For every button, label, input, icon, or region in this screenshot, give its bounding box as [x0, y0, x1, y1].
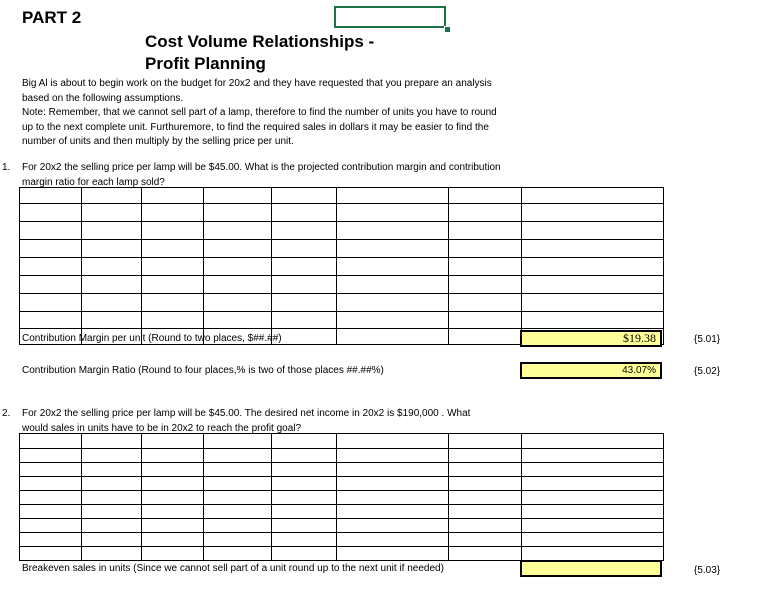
- grid-row: [20, 477, 664, 491]
- cm-per-unit-ref: {5.01}: [694, 334, 721, 345]
- grid-cell[interactable]: [82, 533, 142, 547]
- breakeven-units-label: Breakeven sales in units (Since we cannot sell part of a unit round up to the next unit if needed): [22, 563, 444, 574]
- grid-row: [20, 294, 664, 312]
- grid-cell[interactable]: [522, 547, 664, 561]
- grid-cell[interactable]: [522, 449, 664, 463]
- grid-cell[interactable]: [272, 258, 337, 276]
- grid-cell[interactable]: [449, 276, 522, 294]
- grid-cell[interactable]: [337, 276, 449, 294]
- grid-cell[interactable]: [20, 533, 82, 547]
- intro-line: based on the following assumptions.: [22, 92, 184, 104]
- selected-cell[interactable]: [334, 6, 446, 28]
- grid-cell[interactable]: [449, 188, 522, 204]
- intro-line: number of units and then multiply by the selling price per unit.: [22, 136, 294, 147]
- grid-row: [20, 547, 664, 561]
- grid-cell[interactable]: [272, 240, 337, 258]
- grid-cell[interactable]: [337, 505, 449, 519]
- grid-cell[interactable]: [142, 222, 204, 240]
- grid-cell[interactable]: [204, 533, 272, 547]
- grid-cell[interactable]: [20, 240, 82, 258]
- cm-ratio-answer-cell[interactable]: 43.07%: [520, 362, 662, 379]
- grid-cell[interactable]: [204, 491, 272, 505]
- intro-paragraph: [22, 77, 497, 150]
- grid-cell[interactable]: [20, 434, 82, 449]
- grid-cell[interactable]: [142, 240, 204, 258]
- grid-cell[interactable]: [142, 477, 204, 491]
- grid-cell[interactable]: [20, 477, 82, 491]
- grid-row: [20, 312, 664, 329]
- question1-work-grid: [19, 187, 664, 345]
- cm-ratio-ref: {5.02}: [694, 366, 721, 377]
- grid-cell[interactable]: [204, 204, 272, 222]
- cm-ratio-label: Contribution Margin Ratio (Round to four places,% is two of those places ##.##%): [22, 365, 384, 376]
- grid-cell[interactable]: [337, 463, 449, 477]
- grid-cell[interactable]: [337, 312, 449, 329]
- grid-cell[interactable]: [522, 477, 664, 491]
- grid-cell[interactable]: [142, 188, 204, 204]
- grid-cell[interactable]: [449, 519, 522, 533]
- cm-per-unit-label: Contribution Margin per unit (Round to two places, $##.##): [22, 333, 282, 344]
- grid-cell[interactable]: [204, 294, 272, 312]
- grid-row: [20, 276, 664, 294]
- breakeven-units-answer-cell[interactable]: [520, 560, 662, 577]
- question2-line: would sales in units have to be in 20x2 to reach the profit goal?: [22, 422, 302, 434]
- grid-cell[interactable]: [20, 491, 82, 505]
- grid-cell[interactable]: [142, 463, 204, 477]
- grid-cell[interactable]: [449, 258, 522, 276]
- grid-cell[interactable]: [20, 463, 82, 477]
- grid-cell[interactable]: [82, 222, 142, 240]
- grid-cell[interactable]: [522, 294, 664, 312]
- grid-cell[interactable]: [522, 204, 664, 222]
- grid-cell[interactable]: [272, 449, 337, 463]
- grid-row: [20, 463, 664, 477]
- grid-cell[interactable]: [272, 312, 337, 329]
- grid-cell[interactable]: [142, 204, 204, 222]
- grid-cell[interactable]: [272, 519, 337, 533]
- part-label: PART 2: [22, 8, 82, 27]
- grid-cell[interactable]: [82, 547, 142, 561]
- grid-cell[interactable]: [522, 505, 664, 519]
- grid-cell[interactable]: [522, 312, 664, 329]
- grid-cell[interactable]: [449, 491, 522, 505]
- grid-row: [20, 491, 664, 505]
- grid-cell[interactable]: [522, 188, 664, 204]
- grid-cell[interactable]: [204, 547, 272, 561]
- grid-cell[interactable]: [449, 240, 522, 258]
- grid-cell[interactable]: [522, 276, 664, 294]
- intro-line: up to the next complete unit. Furthuremore, to find the required sales in dollars it may be easier to find the: [22, 121, 489, 133]
- grid-row: [20, 533, 664, 547]
- grid-cell[interactable]: [142, 276, 204, 294]
- grid-cell[interactable]: [272, 533, 337, 547]
- grid-cell[interactable]: [142, 505, 204, 519]
- grid-row: [20, 204, 664, 222]
- grid-cell[interactable]: [337, 294, 449, 312]
- grid-cell[interactable]: [142, 294, 204, 312]
- intro-line: Note: Remember, that we cannot sell part of a lamp, therefore to find the number of units you have to round: [22, 107, 497, 118]
- page-title-line2: Profit Planning: [145, 54, 266, 73]
- grid-cell[interactable]: [337, 519, 449, 533]
- question2-work-grid: [19, 433, 664, 561]
- grid-cell[interactable]: [337, 240, 449, 258]
- grid-cell[interactable]: [449, 329, 522, 345]
- grid-cell[interactable]: [204, 477, 272, 491]
- grid-row: [20, 258, 664, 276]
- question1-text: [22, 161, 501, 190]
- grid-cell[interactable]: [204, 240, 272, 258]
- grid-cell[interactable]: [522, 222, 664, 240]
- grid-cell[interactable]: [337, 547, 449, 561]
- grid-cell[interactable]: [142, 258, 204, 276]
- grid-cell[interactable]: [82, 477, 142, 491]
- grid-cell[interactable]: [20, 222, 82, 240]
- grid-cell[interactable]: [20, 276, 82, 294]
- grid-cell[interactable]: [142, 519, 204, 533]
- question2-number: 2.: [2, 408, 11, 419]
- grid-cell[interactable]: [522, 240, 664, 258]
- grid-cell[interactable]: [82, 519, 142, 533]
- grid-cell[interactable]: [449, 204, 522, 222]
- grid-cell[interactable]: [522, 434, 664, 449]
- grid-cell[interactable]: [142, 449, 204, 463]
- grid-cell[interactable]: [20, 505, 82, 519]
- grid-cell[interactable]: [449, 434, 522, 449]
- grid-cell[interactable]: [272, 276, 337, 294]
- grid-cell[interactable]: [337, 491, 449, 505]
- grid-cell[interactable]: [449, 547, 522, 561]
- grid-cell[interactable]: [272, 204, 337, 222]
- grid-cell[interactable]: [449, 222, 522, 240]
- grid-cell[interactable]: [82, 463, 142, 477]
- grid-cell[interactable]: [272, 463, 337, 477]
- grid-cell[interactable]: [204, 188, 272, 204]
- grid-cell[interactable]: [449, 449, 522, 463]
- grid-cell[interactable]: [522, 258, 664, 276]
- grid-cell[interactable]: [204, 434, 272, 449]
- grid-cell[interactable]: [20, 258, 82, 276]
- grid-cell[interactable]: [142, 434, 204, 449]
- grid-cell[interactable]: [20, 294, 82, 312]
- grid-cell[interactable]: [337, 222, 449, 240]
- grid-row: [20, 449, 664, 463]
- grid-cell[interactable]: [142, 533, 204, 547]
- grid-cell[interactable]: [272, 294, 337, 312]
- page-title-line1: Cost Volume Relationships -: [145, 32, 375, 51]
- breakeven-units-ref: {5.03}: [694, 565, 721, 576]
- fill-handle[interactable]: [444, 26, 451, 33]
- grid-row: [20, 222, 664, 240]
- grid-cell[interactable]: [522, 491, 664, 505]
- grid-row: [20, 188, 664, 204]
- grid-cell[interactable]: [272, 222, 337, 240]
- grid-cell[interactable]: [20, 519, 82, 533]
- grid-cell[interactable]: [449, 312, 522, 329]
- grid-cell[interactable]: [449, 533, 522, 547]
- grid-cell[interactable]: [82, 240, 142, 258]
- grid-cell[interactable]: [82, 276, 142, 294]
- grid-cell[interactable]: [272, 505, 337, 519]
- grid-cell[interactable]: [337, 258, 449, 276]
- grid-cell[interactable]: [20, 312, 82, 329]
- grid-cell[interactable]: [449, 463, 522, 477]
- grid-cell[interactable]: [449, 477, 522, 491]
- grid-cell[interactable]: [20, 547, 82, 561]
- grid-cell[interactable]: [337, 329, 449, 345]
- grid-cell[interactable]: [204, 463, 272, 477]
- grid-cell[interactable]: [82, 505, 142, 519]
- grid-cell[interactable]: [337, 204, 449, 222]
- grid-cell[interactable]: [337, 434, 449, 449]
- grid-cell[interactable]: [204, 276, 272, 294]
- grid-cell[interactable]: [272, 547, 337, 561]
- question1-number: 1.: [2, 162, 11, 173]
- grid-row: [20, 505, 664, 519]
- grid-cell[interactable]: [449, 505, 522, 519]
- grid-cell[interactable]: [82, 294, 142, 312]
- question1-line: margin ratio for each lamp sold?: [22, 176, 165, 188]
- grid-cell[interactable]: [142, 491, 204, 505]
- grid-cell[interactable]: [204, 222, 272, 240]
- grid-cell[interactable]: [82, 491, 142, 505]
- grid-cell[interactable]: [337, 477, 449, 491]
- grid-cell[interactable]: [82, 258, 142, 276]
- grid-row: [20, 240, 664, 258]
- grid-cell[interactable]: [82, 434, 142, 449]
- grid-cell[interactable]: [204, 449, 272, 463]
- grid-cell[interactable]: [522, 519, 664, 533]
- grid-cell[interactable]: [204, 505, 272, 519]
- grid-cell[interactable]: [142, 547, 204, 561]
- grid-cell[interactable]: [20, 449, 82, 463]
- grid-cell[interactable]: [204, 519, 272, 533]
- question2-line: For 20x2 the selling price per lamp will be $45.00. The desired net income in 20x2 is $190,000 . What: [22, 408, 471, 419]
- grid-cell[interactable]: [272, 477, 337, 491]
- intro-line: Big Al is about to begin work on the budget for 20x2 and they have requested that you prepare an analysis: [22, 78, 492, 89]
- question2-text: [22, 407, 470, 436]
- question1-line: For 20x2 the selling price per lamp will be $45.00. What is the projected contribution margin and contribution: [22, 162, 501, 173]
- grid-cell[interactable]: [82, 188, 142, 204]
- grid-cell[interactable]: [82, 204, 142, 222]
- grid-cell[interactable]: [272, 188, 337, 204]
- grid-cell[interactable]: [20, 188, 82, 204]
- grid-cell[interactable]: [522, 463, 664, 477]
- grid-cell[interactable]: [82, 449, 142, 463]
- grid-cell[interactable]: [337, 449, 449, 463]
- grid-cell[interactable]: [272, 491, 337, 505]
- grid-cell[interactable]: [522, 533, 664, 547]
- grid-cell[interactable]: [20, 204, 82, 222]
- grid-cell[interactable]: [82, 312, 142, 329]
- grid-cell[interactable]: [142, 312, 204, 329]
- grid-row: [20, 434, 664, 449]
- grid-cell[interactable]: [449, 294, 522, 312]
- cm-per-unit-answer-cell[interactable]: $19.38: [520, 330, 662, 347]
- grid-cell[interactable]: [337, 188, 449, 204]
- grid-cell[interactable]: [337, 533, 449, 547]
- grid-cell[interactable]: [204, 312, 272, 329]
- grid-row: [20, 519, 664, 533]
- grid-cell[interactable]: [272, 434, 337, 449]
- grid-cell[interactable]: [204, 258, 272, 276]
